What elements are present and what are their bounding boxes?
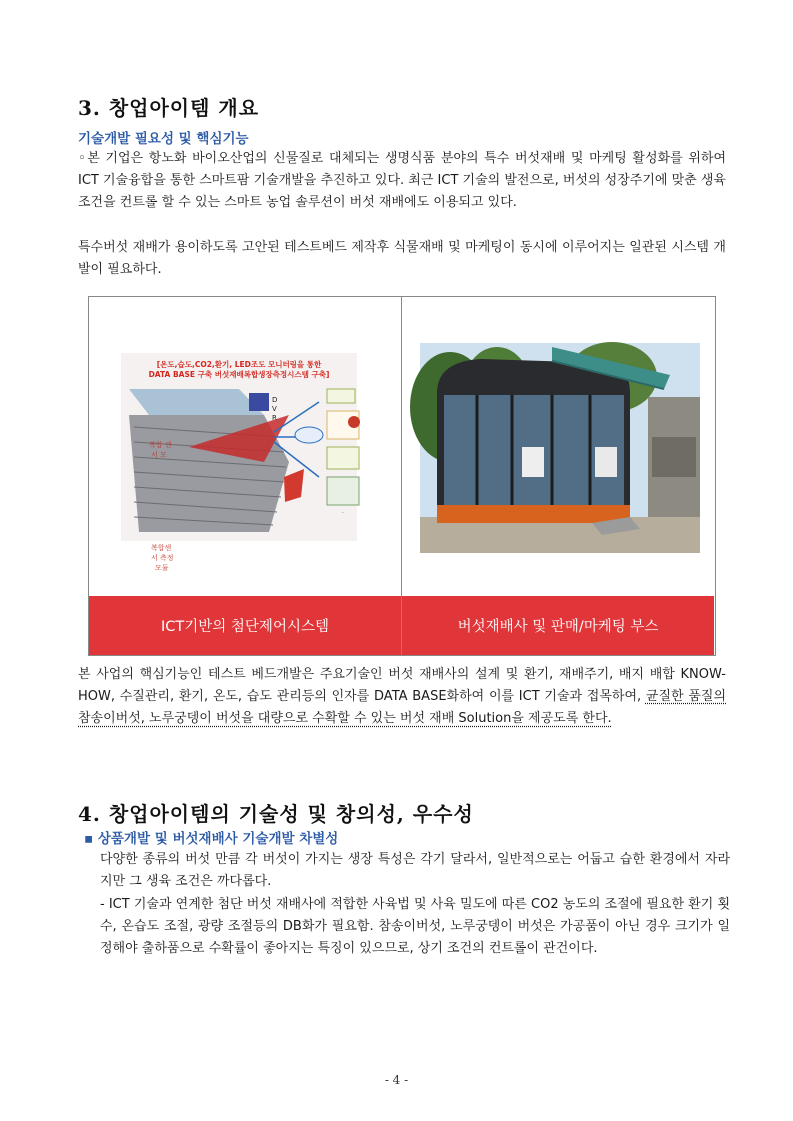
section-3-paragraph-1: ◦본 기업은 항노화 바이오산업의 신물질로 대체되는 생명식품 분야의 특수 버섯재배 및 마케팅 활성화를 위하여 ICT 기술융합을 통한 스마트팜 기술개발을 추진하고 있다. 최근 ICT 기술의 발전으로, 버섯의 성장주기에 맞춘 생육조건을 컨트롤 할 수 있는 스마트 농업 솔루션이 버섯 재배에도 이용되고 있다. xyxy=(78,151,726,211)
svg-text:V: V xyxy=(272,405,277,413)
svg-text:·: · xyxy=(342,510,344,517)
diagram-header-line1: [온도,습도,CO2,환기, LED조도 모니터링을 통한 xyxy=(156,360,322,369)
section-3-subhead: 기술개발 필요성 및 핵심기능 xyxy=(78,131,249,147)
section-4-title: 4. 창업아이템의 기술성 및 창의성, 우수성 xyxy=(78,802,474,826)
section-3-title: 3. 창업아이템 개요 xyxy=(78,96,260,120)
left-caption-bar xyxy=(89,596,401,655)
figure-right-panel xyxy=(402,297,714,655)
section-3-paragraph-2: 특수버섯 재배가 용이하도록 고안된 테스트베드 제작후 식물재배 및 마케팅이 동시에 이루어지는 일관된 시스템 개발이 필요하다. xyxy=(78,240,726,278)
diagram-left-label-1: 복합 센 xyxy=(149,441,172,449)
diagram-dvr: D xyxy=(272,396,278,404)
ict-control-diagram xyxy=(89,297,401,596)
diagram-bottom-label-2: 서 측정 xyxy=(151,554,174,562)
section-4-bullet: ▪ 상품개발 및 버섯재배사 기술개발 차별성 xyxy=(84,831,339,847)
figure-box xyxy=(88,296,716,656)
left-caption: ICT기반의 첨단제어시스템 xyxy=(161,619,329,635)
section-4-paragraph-1: 다양한 종류의 버섯 만큼 각 버섯이 가지는 생장 특성은 각기 달라서, 일반적으로는 어둡고 습한 환경에서 자라지만 그 생육 조건은 까다롭다. xyxy=(100,852,730,890)
section-4-paragraph-2: - ICT 기술과 연계한 첨단 버섯 재배사에 적합한 사육법 및 사육 밀도에 따른 CO2 농도의 조절에 필요한 환기 횟수, 온습도 조절, 광량 조절등의 DB화가 필요함. 참송이버섯, 노루궁뎅이 버섯은 가공품이 아닌 경우 크기가 일정해야 출하품으로 수확률이 좋아지는 특징이 있으므로, 상기 조건의 컨트롤이 관건이다. xyxy=(100,897,730,957)
right-caption: 버섯재배사 및 판매/마케팅 부스 xyxy=(457,619,659,635)
page-number: - 4 - xyxy=(384,1073,409,1087)
right-caption-bar xyxy=(402,596,714,655)
diagram-bottom-label-3: 모듈 xyxy=(155,564,169,572)
svg-text:R: R xyxy=(272,414,277,422)
diagram-header-line2: DATA BASE 구축 버섯재배복합생장측정시스템 구축] xyxy=(148,370,330,379)
figure-left-panel xyxy=(89,297,402,655)
diagram-bottom-label-1: 복합센 xyxy=(151,544,172,552)
section-3-paragraph-3 xyxy=(78,664,726,731)
paragraph-3-plain: 본 사업의 핵심기능인 테스트 베드개발은 주요기술인 버섯 재배사의 설계 및 환기, 재배주기, 배지 배합 KNOW-HOW, 수질관리, 환기, 온도, 습도 관리등의 인자를 DATA BASE화하여 이를 ICT 기술과 접목하여, xyxy=(78,667,726,705)
mushroom-booth-photo xyxy=(402,297,715,596)
paragraph-3-underlined: 균질한 품질의 참송이버섯, 노루궁뎅이 버섯을 대량으로 수확할 수 있는 버섯 재배 Solution을 제공도록 한다. xyxy=(78,689,727,727)
diagram-left-label-2: 서 모 xyxy=(151,451,167,459)
